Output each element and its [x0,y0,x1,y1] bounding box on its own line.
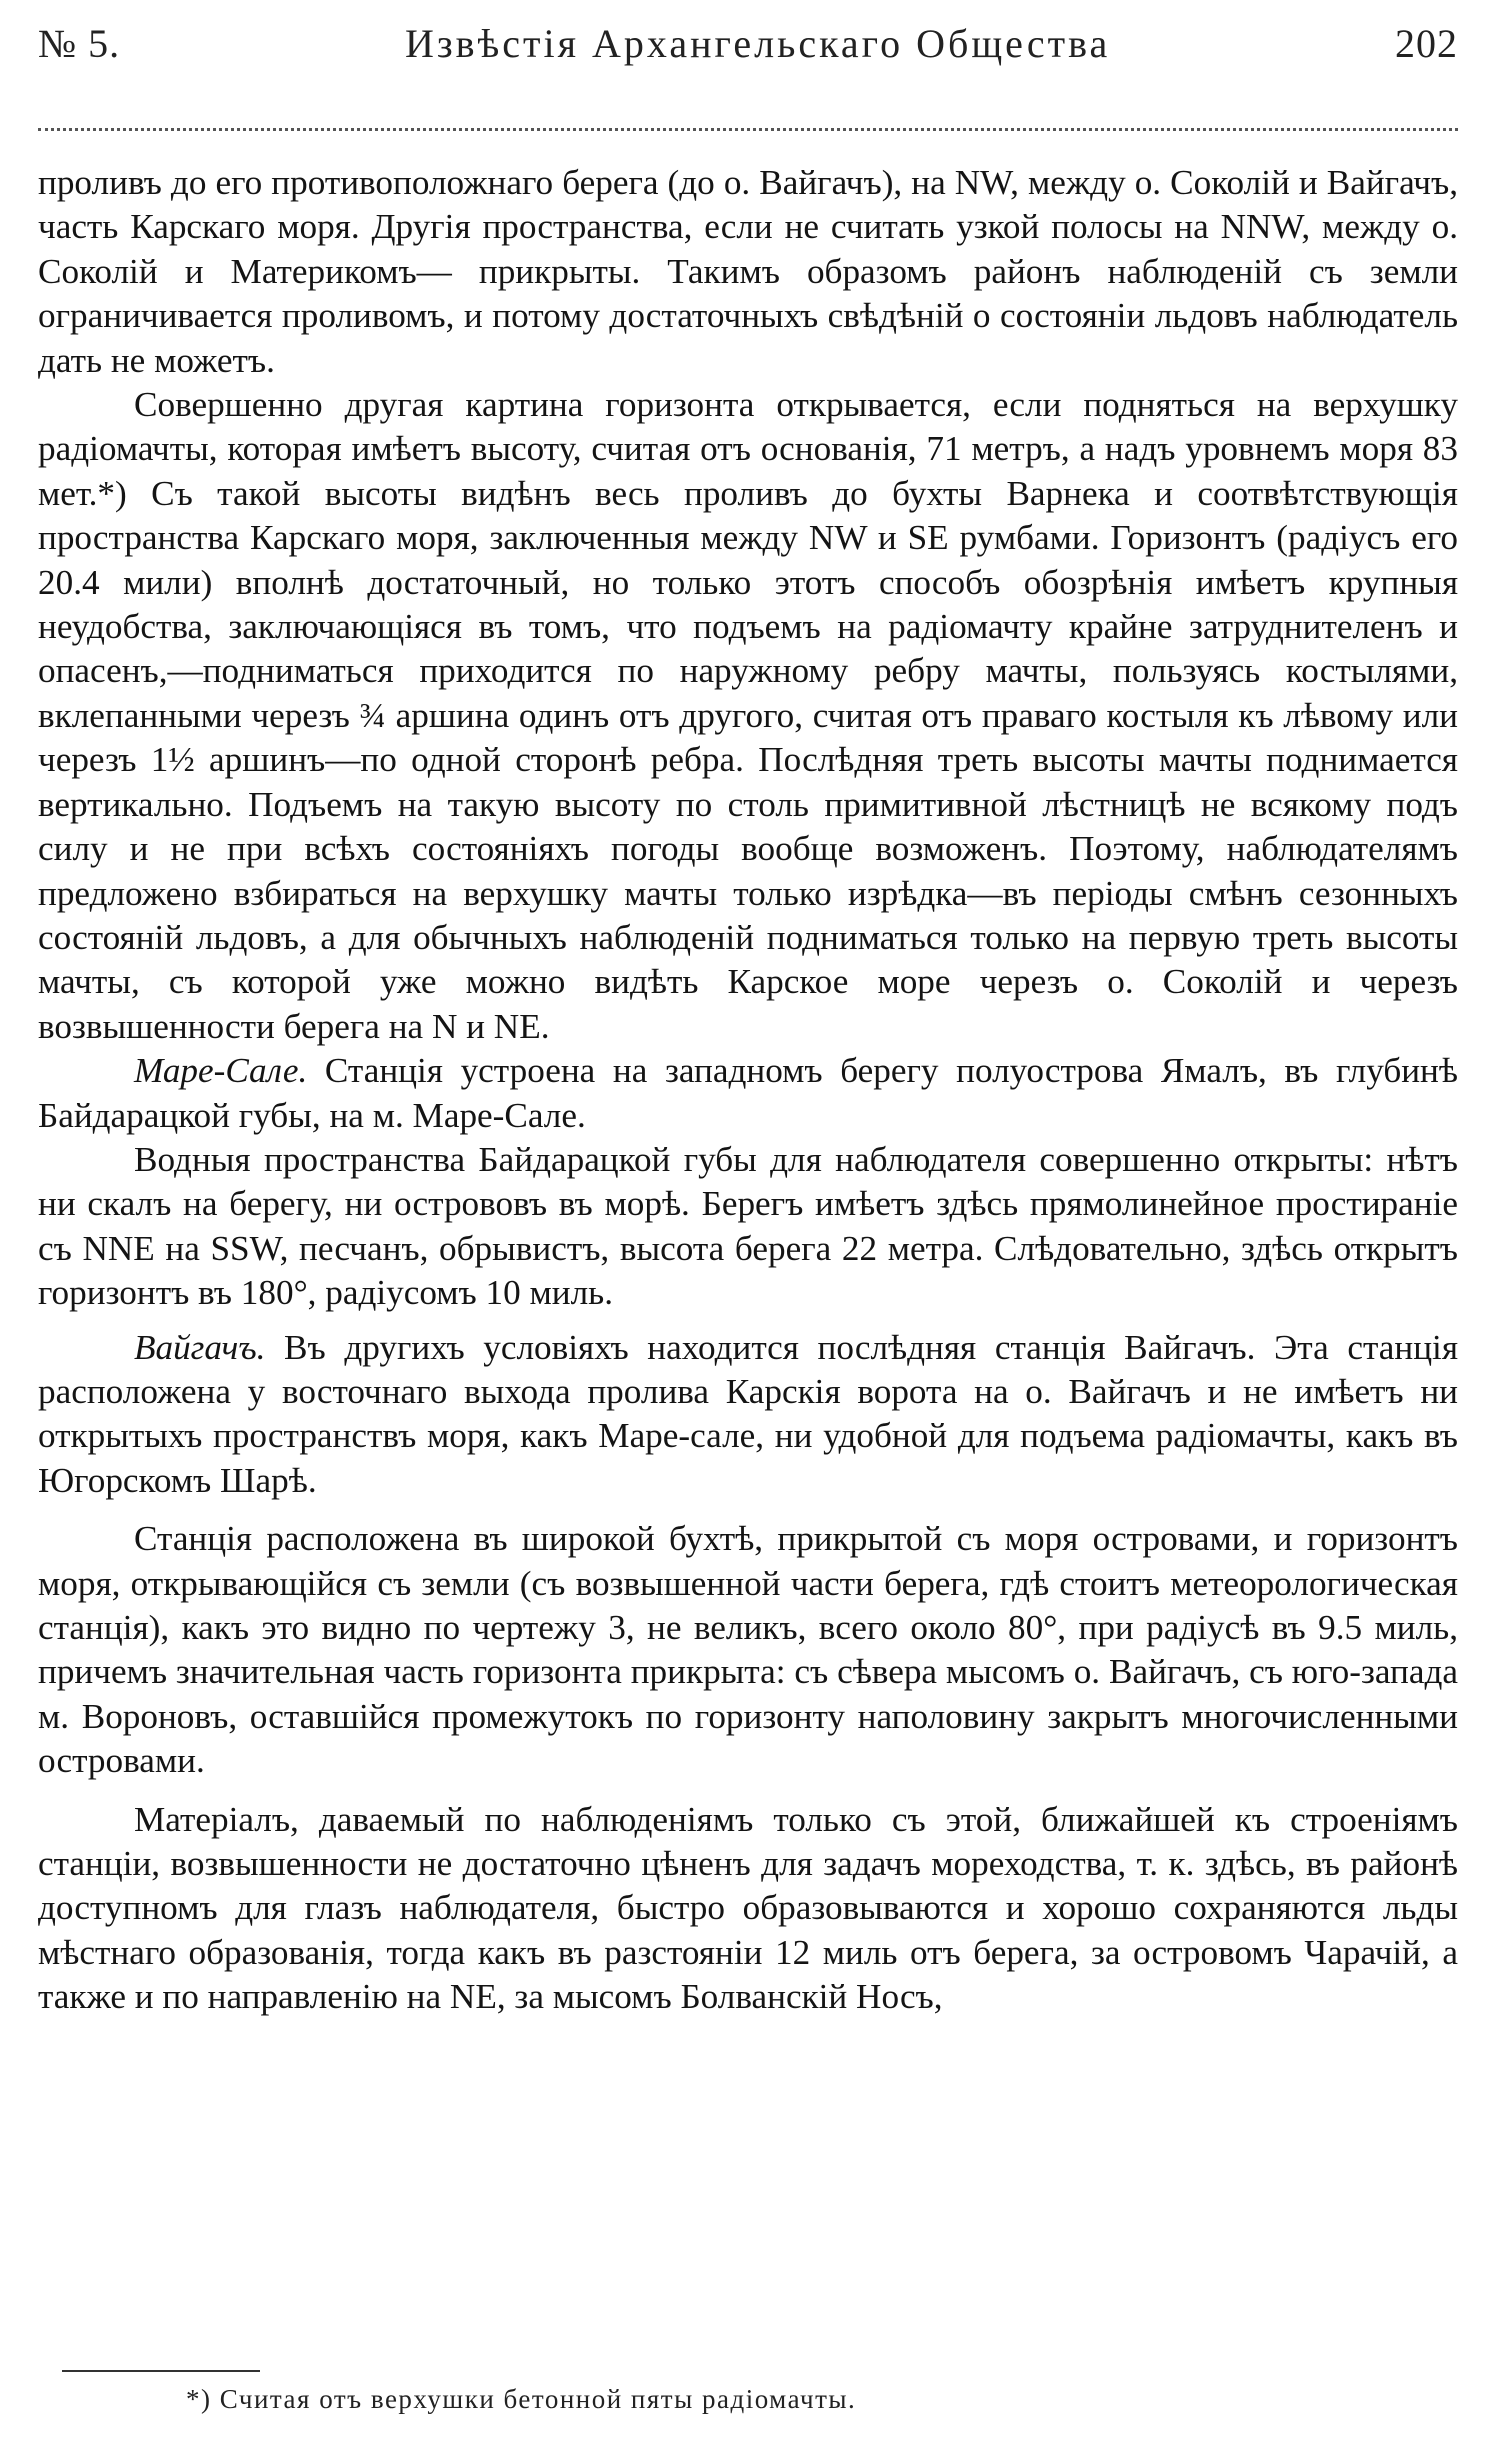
paragraph-text: Въ другихъ условіяхъ находится послѣдняя станція Вайгачъ. Эта станція расположена у восточнаго выхода пролива Карскія ворота на о. Вайгачъ и не имѣетъ ни открытыхъ пространствъ моря, какъ Маре-сале, ни удобной для подъема радіомачты, какъ въ Югорскомъ Шарѣ. [38,1327,1458,1500]
paragraph [38,1798,1458,2020]
paragraph-text: Станція расположена въ широкой бухтѣ, прикрытой съ моря островами, и горизонтъ моря, открывающійся съ земли (съ возвышенной части берега, гдѣ стоитъ метеорологическая станція), какъ это видно по чертежу 3, не великъ, всего около 80°, при радіусѣ въ 9.5 миль, причемъ значительная часть горизонта прикрыта: съ сѣвера мысомъ о. Вайгачъ, съ юго-запада м. Вороновъ, оставшійся промежутокъ по горизонту наполовину закрытъ многочисленными островами. [38,1519,1458,1781]
paragraph [38,1326,1458,1504]
station-heading: Вайгачъ. [134,1327,266,1367]
header-rule [38,128,1458,131]
paragraph-text: Матеріалъ, даваемый по наблюденіямъ только съ этой, ближайшей къ строеніямъ станціи, возвышенности не достаточно цѣненъ для задачъ мореходства, т. к. здѣсь, въ районѣ доступномъ для глазъ наблюдателя, быстро образовываются и хорошо сохраняются льды мѣстнаго образованія, тогда какъ въ разстояніи 12 миль отъ берега, за островомъ Чарачій, а также и по направленію на NE, за мысомъ Болванскій Носъ, [38,1799,1458,2017]
footnote-rule [62,2370,260,2372]
paragraph [38,1138,1458,1316]
paragraph-text: Станція устроена на западномъ берегу полуострова Ямалъ, въ глубинѣ Байдарацкой губы, на м. Маре-Сале. [38,1051,1458,1135]
footnote: *) Считая отъ верхушки бетонной пяты радіомачты. [186,2384,857,2414]
page-number: 202 [1394,21,1458,66]
paragraph [38,1049,1458,1138]
paragraph-text: Водныя пространства Байдарацкой губы для наблюдателя совершенно открыты: нѣтъ ни скалъ на берегу, ни острововъ въ морѣ. Берегъ имѣетъ здѣсь прямолинейное простираніе съ NNE на SSW, песчанъ, обрывистъ, высота берега 22 метра. Слѣдовательно, здѣсь открытъ горизонтъ въ 180°, радіусомъ 10 миль. [38,1139,1458,1313]
paragraph-text: проливъ до его противоположнаго берега (до о. Вайгачъ), на NW, между о. Соколій и Вайгачъ, часть Карскаго моря. Другія пространства, если не считать узкой полосы на NNW, между о. Соколій и Материкомъ— прикрыты. Такимъ образомъ районъ наблюденій съ земли ограничивается проливомъ, и потому достаточныхъ свѣдѣній о состояніи льдовъ наблюдатель дать не можетъ. [38,163,1458,380]
issue-number: № 5. [38,21,121,66]
paragraph [38,161,1458,383]
journal-title: Извѣстія Архангельскаго Общества [404,21,1111,66]
page-header [38,20,1458,82]
paragraph [38,1517,1458,1783]
station-heading: Маре-Сале. [134,1051,308,1091]
paragraph-text: Совершенно другая картина горизонта открывается, если подняться на верхушку радіомачты, которая имѣетъ высоту, считая отъ основанія, 71 метръ, а надъ уровнемъ моря 83 мет.*) Съ такой высоты видѣнъ весь проливъ до бухты Варнека и соотвѣтствующія пространства Карскаго моря, заключенныя между NW и SE румбами. Горизонтъ (радіусъ его 20.4 мили) вполнѣ достаточный, но только этотъ способъ обозрѣнія имѣетъ крупныя неудобства, заключающіяся въ томъ, что подъемъ на радіомачту крайне затруднителенъ и опасенъ,—подниматься приходится по наружному ребру мачты, пользуясь костылями, вклепанными черезъ ¾ аршина одинъ отъ другого, считая отъ праваго костыля къ лѣвому или черезъ 1½ аршинъ—по одной сторонѣ ребра. Послѣдняя треть высоты мачты поднимается вертикально. Подъемъ на такую высоту по столь примитивной лѣстницѣ не всякому подъ силу и не при всѣхъ состояніяхъ погоды вообще возможенъ. Поэтому, наблюдателямъ предложено взбираться на верхушку мачты только изрѣдка—въ періоды смѣнъ сезонныхъ состояній льдовъ, а для обычныхъ наблюденій подниматься только на первую треть высоты мачты, съ которой уже можно видѣть Карское море черезъ о. Соколій и черезъ возвышенности берега на N и NE. [38,385,1458,1046]
body-text [38,161,1458,2020]
paragraph [38,383,1458,1049]
